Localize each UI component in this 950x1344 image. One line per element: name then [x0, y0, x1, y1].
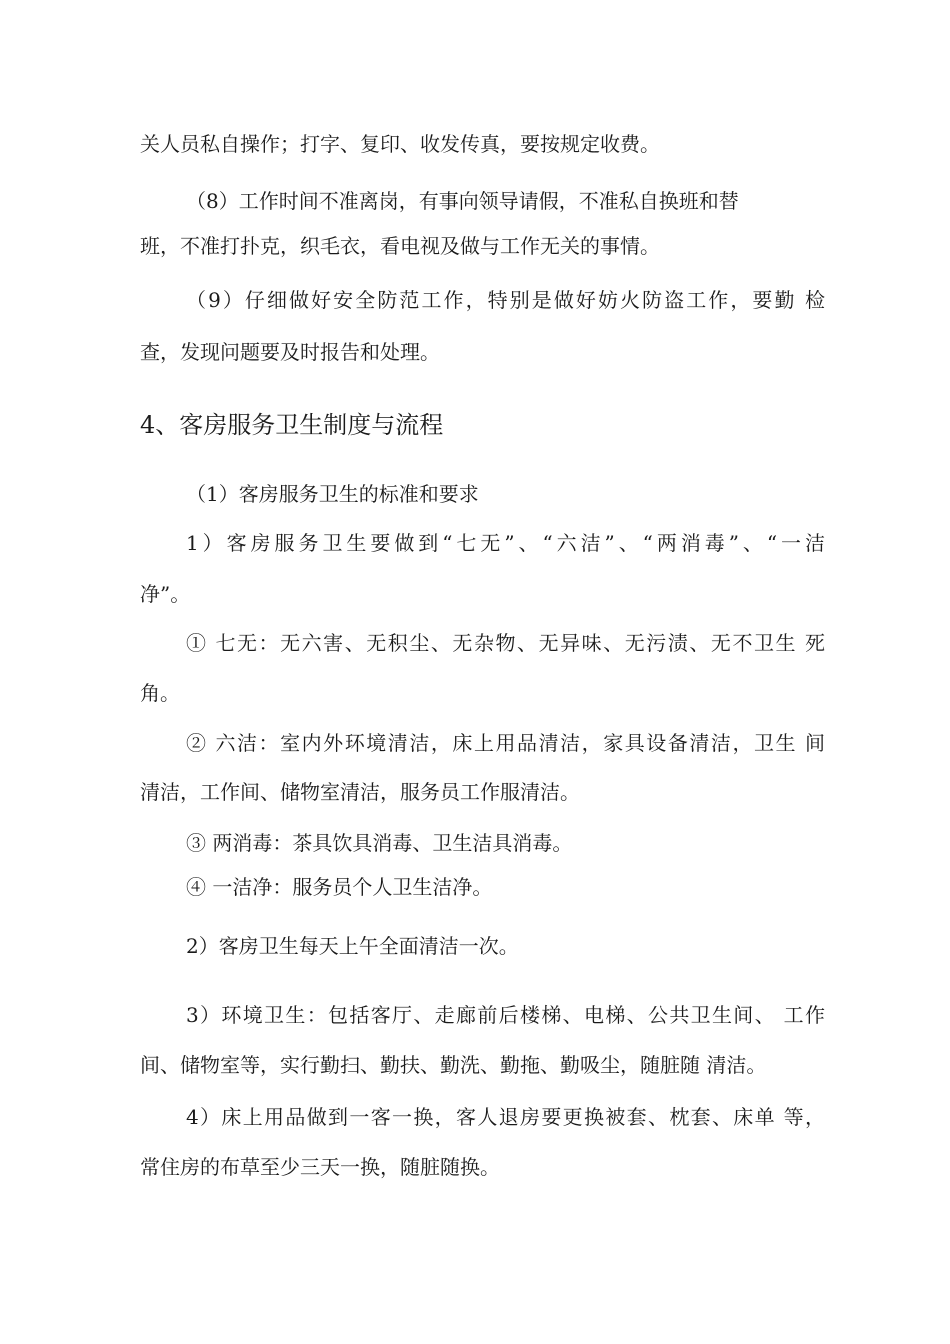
paragraph-line: （8）工作时间不准离岗，有事向领导请假，不准私自换班和替: [186, 189, 739, 213]
paragraph-line: 净”。: [140, 582, 191, 606]
paragraph-line: 间、储物室等，实行勤扫、勤扶、勤洗、勤拖、勤吸尘，随脏随 清洁。: [140, 1053, 767, 1077]
paragraph-line: 角。: [140, 681, 180, 705]
paragraph-line: 常住房的布草至少三天一换，随脏随换。: [140, 1155, 500, 1179]
paragraph-line: 1）客房服务卫生要做到“七无”、“六洁”、“两消毒”、“一洁: [186, 531, 825, 555]
paragraph-line: ① 七无：无六害、无积尘、无杂物、无异味、无污渍、无不卫生 死: [186, 631, 825, 655]
section-heading: 4、客房服务卫生制度与流程: [140, 411, 444, 439]
paragraph-line: 清洁，工作间、储物室清洁，服务员工作服清洁。: [140, 780, 580, 804]
paragraph-line: 2）客房卫生每天上午全面清洁一次。: [186, 934, 519, 958]
paragraph-line: 3）环境卫生：包括客厅、走廊前后楼梯、电梯、公共卫生间、 工作: [186, 1003, 825, 1027]
paragraph-line: （1）客房服务卫生的标准和要求: [186, 482, 479, 506]
paragraph-line: ② 六洁：室内外环境清洁，床上用品清洁，家具设备清洁，卫生 间: [186, 731, 825, 755]
paragraph-line: 关人员私自操作；打字、复印、收发传真，要按规定收费。: [140, 132, 660, 156]
paragraph-line: ③ 两消毒：茶具饮具消毒、卫生洁具消毒。: [186, 831, 573, 855]
paragraph-line: 4）床上用品做到一客一换，客人退房要更换被套、枕套、床单 等，: [186, 1105, 825, 1129]
paragraph-line: 查，发现问题要及时报告和处理。: [140, 340, 440, 364]
paragraph-line: ④ 一洁净：服务员个人卫生洁净。: [186, 875, 493, 899]
paragraph-line: 班，不准打扑克，织毛衣，看电视及做与工作无关的事情。: [140, 234, 660, 258]
paragraph-line: （9）仔细做好安全防范工作，特别是做好妨火防盗工作，要勤 检: [186, 288, 825, 312]
